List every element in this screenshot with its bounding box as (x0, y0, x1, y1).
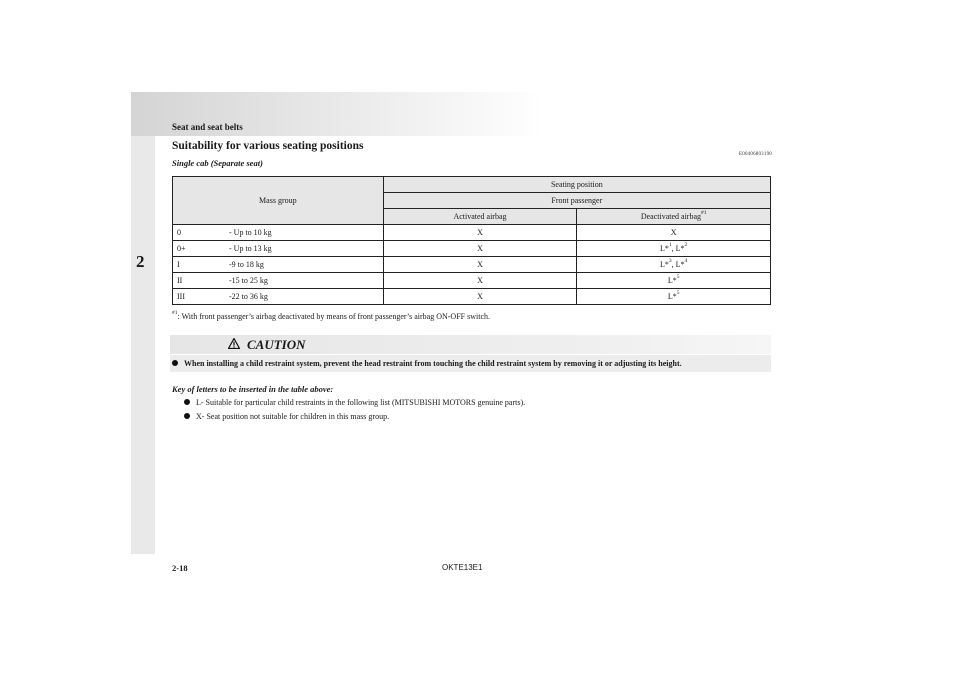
deactivated-cell: L*$^1$, L*$^2$ (577, 241, 771, 257)
document-code: E00406803190 (739, 152, 772, 157)
table-row (173, 273, 771, 289)
deactivated-cell: L*$^5$ (577, 289, 771, 305)
activated-cell: X (383, 225, 577, 241)
activated-cell: X (383, 289, 577, 305)
front-passenger-header: Front passenger (383, 193, 770, 209)
table-row (173, 257, 771, 273)
caution-text: When installing a child restraint system, prevent the head restraint from touching the child restraint system by removing it or adjusting its height. (184, 359, 682, 368)
page-number: 2-18 (172, 563, 188, 573)
warning-triangle-icon (228, 338, 240, 349)
bullet-icon (184, 399, 190, 405)
activated-cell: X (383, 257, 577, 273)
seating-position-header: Seating position (383, 177, 770, 193)
mass-group-cell: III -22 to 36 kg (173, 289, 384, 305)
page-title: Suitability for various seating positions (172, 140, 364, 152)
seating-table (172, 176, 771, 305)
bullet-icon (172, 360, 178, 366)
key-item: X- Seat position not suitable for children in this mass group. (182, 412, 389, 421)
caution-title: CAUTION (247, 337, 306, 352)
footnote: $^{\#1}$: With front passenger’s airbag deactivated by means of front passenger’s airbag ON-OFF switch. (172, 310, 490, 321)
deactivated-cell: L*$^3$, L*$^4$ (577, 257, 771, 273)
chapter-number: 2 (136, 252, 145, 271)
table-row (173, 225, 771, 241)
mass-group-cell: 0+ - Up to 13 kg (173, 241, 384, 257)
activated-cell: X (383, 273, 577, 289)
table-row (173, 241, 771, 257)
deactivated-cell: X (577, 225, 771, 241)
caution-body (170, 355, 771, 372)
key-title: Key of letters to be inserted in the table above: (172, 384, 334, 394)
footer-code: OKTE13E1 (442, 563, 483, 572)
deactivated-cell: L*$^5$ (577, 273, 771, 289)
mass-group-cell: 0 - Up to 10 kg (173, 225, 384, 241)
section-header: Seat and seat belts (172, 122, 243, 132)
bullet-icon (184, 413, 190, 419)
caution-header (170, 335, 771, 354)
key-item: L- Suitable for particular child restraints in the following list (MITSUBISHI MOTORS genuine parts). (182, 398, 525, 407)
activated-cell: X (383, 241, 577, 257)
table-subtitle: Single cab (Separate seat) (172, 158, 263, 168)
chapter-tab (131, 136, 155, 554)
mass-group-cell: II -15 to 25 kg (173, 273, 384, 289)
mass-group-header: Mass group (173, 177, 384, 225)
activated-airbag-header: Activated airbag (383, 209, 577, 225)
mass-group-cell: I -9 to 18 kg (173, 257, 384, 273)
table-row (173, 289, 771, 305)
deactivated-airbag-header: Deactivated airbag$^{\#1}$ (577, 209, 771, 225)
